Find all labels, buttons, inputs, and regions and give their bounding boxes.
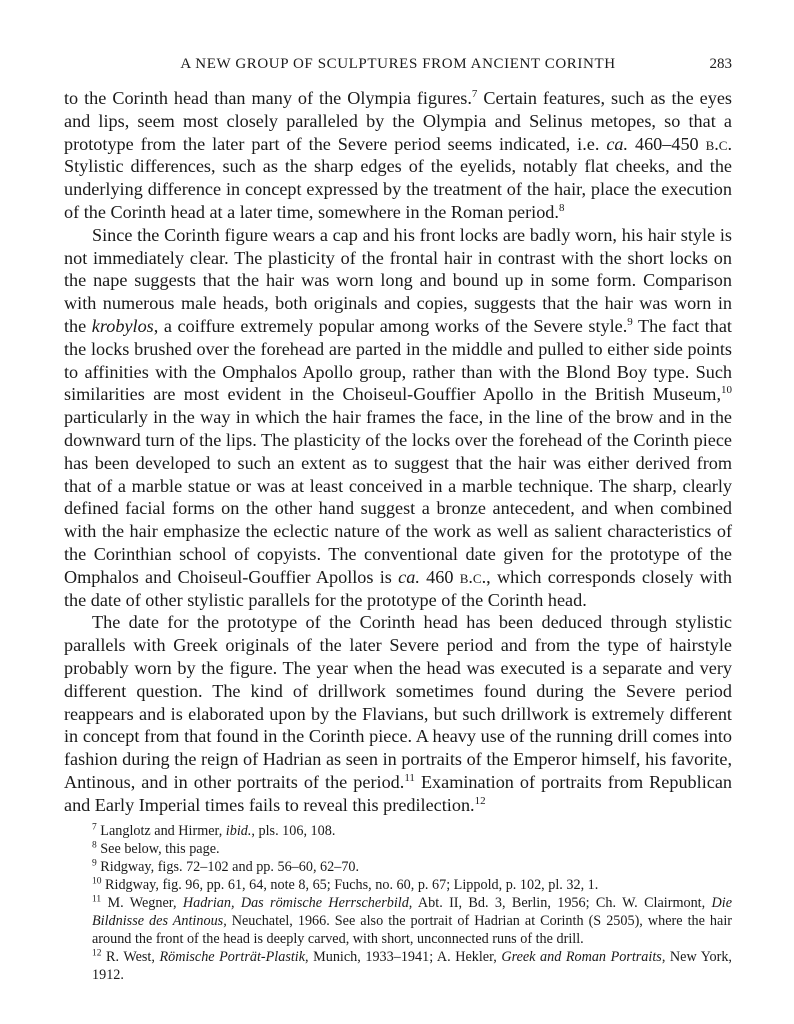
text-run: , which corresponds closely with the date of other stylistic parallels for the prototype of the Corinth head.: [64, 566, 732, 610]
italic-ibid: ibid.: [225, 823, 252, 839]
text-run: 460–450: [628, 133, 706, 154]
small-caps-bc: b.c.: [705, 133, 732, 154]
italic-book-title: Römische Porträt-Plastik: [159, 949, 306, 965]
text-run: , a coiffure extremely popular among works of the Severe style.: [153, 315, 628, 336]
note-text: M. Wegner,: [101, 895, 183, 911]
footnote-11: [64, 894, 732, 948]
footnote-12: [64, 948, 732, 984]
note-text: , pls. 106, 108.: [251, 823, 336, 839]
text-run: particularly in the way in which the hair frames the face, in the line of the brow and in the downward turn of the lips. The plasticity of the locks over the forehead of the Corinth piece has been developed to such an extent as to suggest that the hair was either derived from that of a marble statue or was at least conceived in a marble technique. The sharp, clearly defined facial forms on the other hand suggest a bronze antecedent, and when combined with the hair emphasize the eclectic nature of the work as well as salient characteristics of the Corinthian school of copyists. The conventional date given for the prototype of the Omphalos and Choiseul-Gouffier Apollos is: [64, 407, 732, 587]
note-text: , Neuchatel, 1966. See also the portrait of Hadrian at Corinth (S 2505), where the hair around the front of the head is deeply carved, with short, unconnected runs of the drill.: [92, 913, 732, 947]
footnote-ref-7[interactable]: 7: [471, 87, 478, 100]
text-run: The fact that the locks brushed over the forehead are parted in the middle and pulled to either side points to affinities with the Omphalos Apollo group, rather than with the Blond Boy type. Such similarities are most evident in the Choiseul-Gouffier Apollo in the British Museum,: [64, 315, 732, 405]
text-run: to the Corinth head than many of the Olympia figures.: [64, 88, 472, 108]
italic-book-title: Die Bildnisse des Antinous: [92, 895, 733, 929]
footnote-9: [64, 858, 732, 876]
note-text: See below, this page.: [96, 841, 220, 857]
italic-circa: ca.: [398, 566, 420, 587]
page-number: 283: [709, 56, 732, 72]
paragraph-3: [64, 611, 732, 816]
italic-circa: ca.: [606, 133, 629, 154]
note-text: Langlotz and Hirmer,: [96, 823, 226, 839]
footnote-7: [64, 822, 732, 840]
text-run: Stylistic differences, such as the sharp edges of the eyelids, notably flat cheeks, and the underlying difference in concept expressed by the treatment of the hair, place the execution of the Corinth head at a later time, somewhere in the Roman period.: [64, 156, 732, 222]
footnote-ref-11[interactable]: 11: [404, 771, 415, 784]
note-text: Ridgway, fig. 96, pp. 61, 64, note 8, 65; Fuchs, no. 60, p. 67; Lippold, p. 102, pl. 32, 1.: [101, 877, 599, 893]
note-text: R. West,: [101, 949, 160, 965]
italic-term-krobylos: krobylos: [91, 315, 154, 336]
text-run: Since the Corinth figure wears a cap and his front locks are badly worn, his hair style is not immediately clear. The plasticity of the frontal hair in contrast with the short locks on the nape suggests that the hair was worn long and bound up in some form. Comparison with numerous male heads, both originals and copies, suggests that the hair was worn in the: [64, 224, 732, 336]
note-text: , Abt. II, Bd. 3, Berlin, 1956; Ch. W. Clairmont,: [408, 895, 712, 911]
footnote-number: 7: [92, 822, 97, 833]
small-caps-bc: b.c.: [459, 566, 487, 587]
italic-book-title: Greek and Roman Portraits: [501, 949, 662, 965]
note-text: , Munich, 1933–1941; A. Hekler,: [305, 949, 502, 965]
footnote-number: 8: [92, 840, 97, 851]
body-text: [64, 87, 732, 817]
footnotes: [64, 822, 732, 984]
footnote-8: [64, 840, 732, 858]
footnote-number: 12: [92, 948, 102, 959]
footnote-ref-10[interactable]: 10: [721, 384, 732, 397]
note-text: Ridgway, figs. 72–102 and pp. 56–60, 62–70.: [96, 859, 360, 875]
footnote-number: 10: [92, 876, 102, 887]
footnote-ref-12[interactable]: 12: [474, 794, 486, 807]
footnote-ref-8[interactable]: 8: [558, 201, 565, 214]
paragraph-2: [64, 224, 732, 612]
footnote-10: [64, 876, 732, 894]
paragraph-1: [64, 87, 732, 224]
italic-book-title: Hadrian, Das römische Herrscherbild: [182, 895, 409, 911]
text-run: 460: [419, 566, 460, 587]
footnote-ref-9[interactable]: 9: [627, 315, 633, 328]
text-run: The date for the prototype of the Corinth head has been deduced through stylistic parallels with Greek originals of the later Severe period and from the type of hairstyle probably worn by the figure. The year when the head was executed is a separate and very different question. The kind of drillwork sometimes found during the Severe period reappears and is elaborated upon by the Flavians, but such drillwork is extremely different in concept from that found in the Corinth piece. A heavy use of the running drill comes into fashion during the reign of Hadrian as seen in portraits of the Emperor himself, his favorite, Antinous, and in other portraits of the period.: [64, 612, 732, 792]
running-title: A NEW GROUP OF SCULPTURES FROM ANCIENT CORINTH: [180, 56, 616, 72]
footnote-number: 11: [92, 894, 102, 905]
note-text: , New York, 1912.: [92, 949, 732, 983]
text-run: Examination of portraits from Republican and Early Imperial times fails to reveal this predilection.: [64, 771, 732, 815]
footnote-number: 9: [92, 858, 97, 869]
text-run: Certain features, such as the eyes and lips, seem most closely paralleled by the Olympia and Selinus metopes, so that a prototype from the later part of the Severe period seems indicated, i.e.: [64, 88, 732, 154]
running-head: [64, 53, 732, 75]
